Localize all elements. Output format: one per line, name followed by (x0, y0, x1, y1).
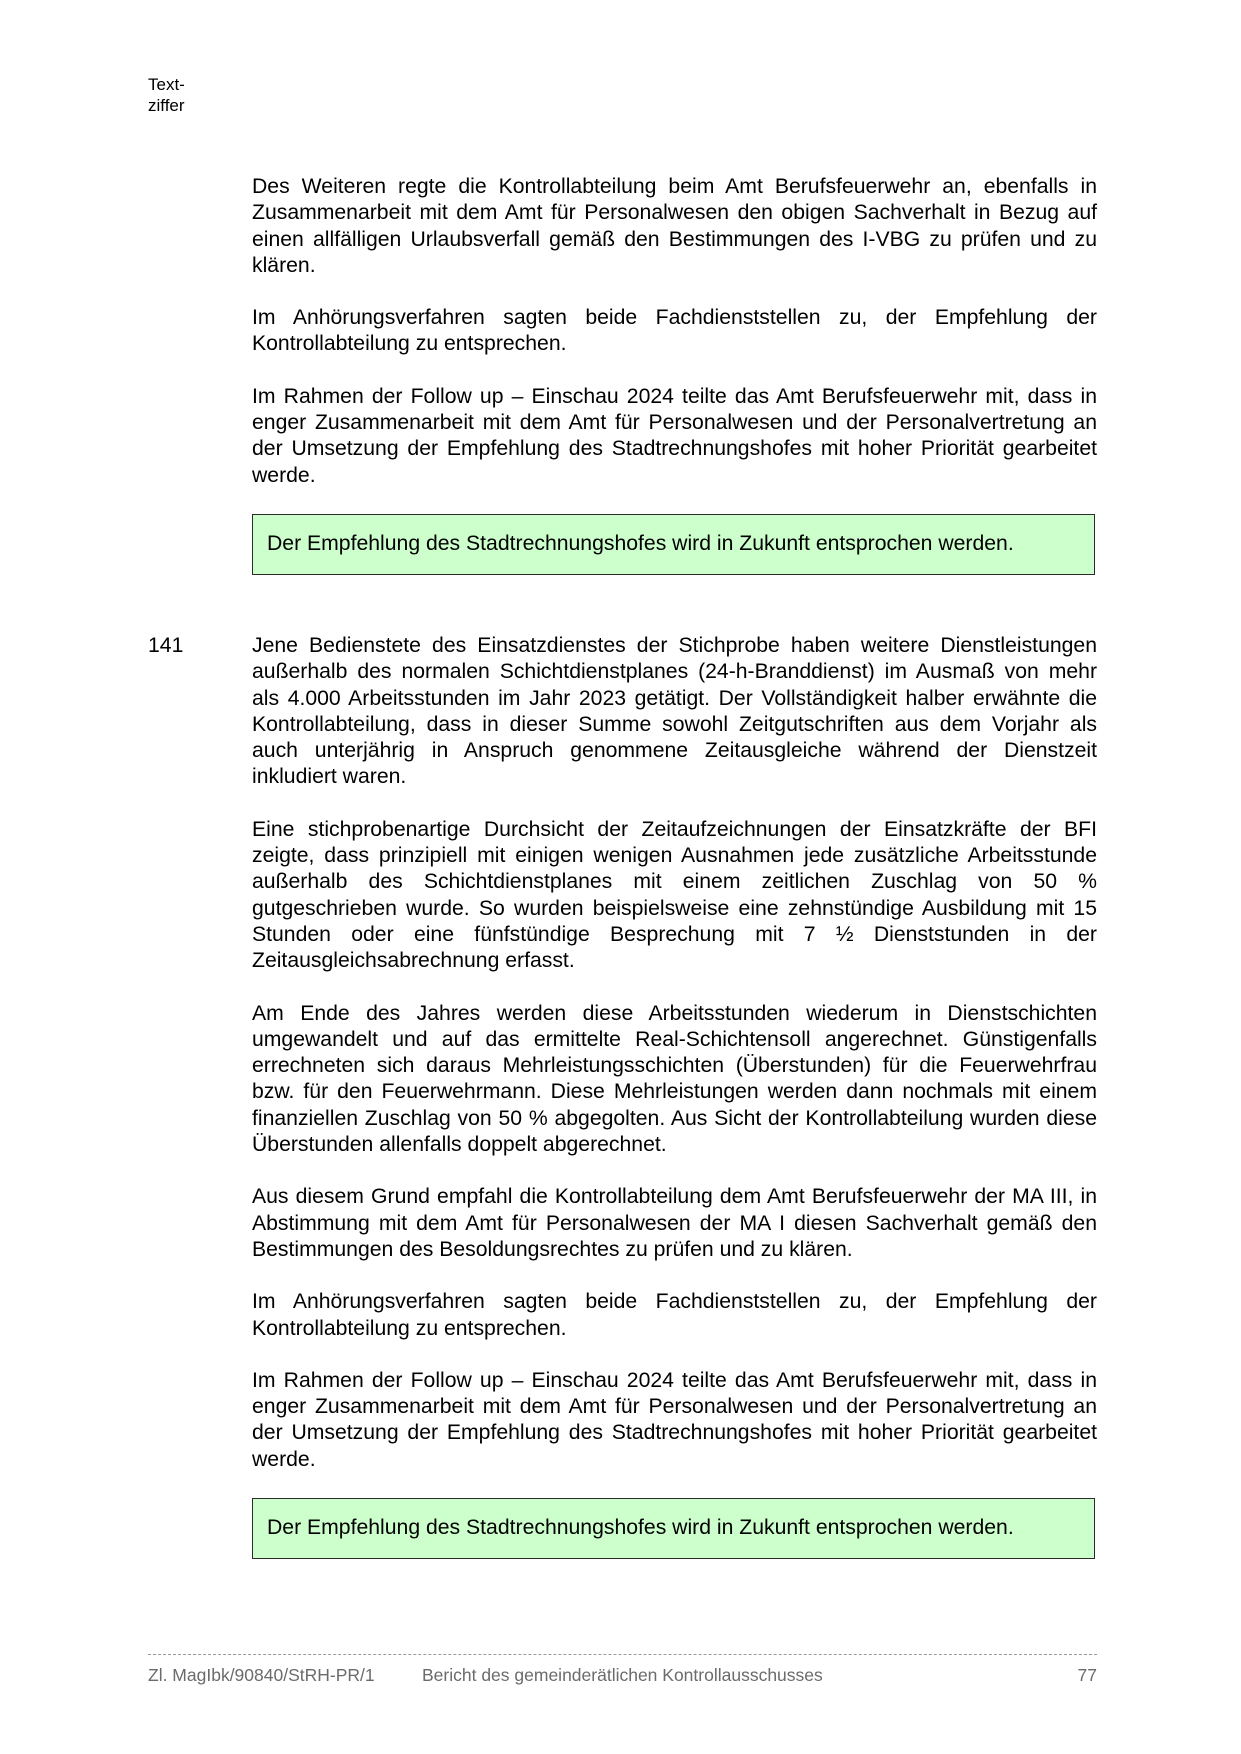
textziffer-number: 141 (148, 633, 184, 657)
paragraph: Des Weiteren regte die Kontrollabteilung beim Amt Berufsfeuerwehr an, ebenfalls in Zusammenarbeit mit dem Amt für Personalwesen den obigen Sachverhalt in Bezug auf einen allfälligen Urlaubsverfall gemäß den Bestimmungen des I-VBG zu prüfen und zu klären. (252, 175, 1097, 277)
paragraph: Im Anhörungsverfahren sagten beide Fachdienststellen zu, der Empfehlung der Kontrollabteilung zu entsprechen. (252, 1290, 1097, 1340)
page-number: 77 (1077, 1665, 1097, 1685)
report-body (148, 174, 1097, 1559)
textziffer-margin-label: Text- ziffer (148, 75, 185, 115)
footer-divider (148, 1654, 1097, 1655)
paragraph: Am Ende des Jahres werden diese Arbeitsstunden wiederum in Dienstschichten umgewandelt und auf das ermittelte Real-Schichtensoll angerechnet. Günstigenfalls errechneten sich daraus Mehrleistungsschichten (Überstunden) für die Feuerwehrfrau bzw. für den Feuerwehrmann. Diese Mehrleistungen werden dann nochmals mit einem finanziellen Zuschlag von 50 % abgegolten. Aus Sicht der Kontrollabteilung wurden diese Überstunden allenfalls doppelt abgerechnet. (252, 1001, 1097, 1157)
paragraph: Im Anhörungsverfahren sagten beide Fachdienststellen zu, der Empfehlung der Kontrollabteilung zu entsprechen. (252, 306, 1097, 356)
section-continuation (252, 174, 1097, 575)
footer-reference: Zl. MagIbk/90840/StRH-PR/1 (148, 1665, 375, 1685)
paragraph: Eine stichprobenartige Durchsicht der Zeitaufzeichnungen der Einsatzkräfte der BFI zeigte, dass prinzipiell mit einigen wenigen Ausnahmen jede zusätzliche Arbeitsstunde außerhalb des Schichtdienstplanes mit einem zeitlichen Zuschlag von 50 % gutgeschrieben wurde. So wurden beispielsweise eine zehnstündige Ausbildung mit 15 Stunden oder eine fünfstündige Besprechung mit 7 ½ Dienststunden in der Zeitausgleichsabrechnung erfasst. (252, 817, 1097, 973)
section-141 (148, 633, 1097, 1559)
paragraph: Im Rahmen der Follow up – Einschau 2024 teilte das Amt Berufsfeuerwehr mit, dass in enger Zusammenarbeit mit dem Amt für Personalwesen und der Personalvertretung an der Umsetzung der Empfehlung des Stadtrechnungshofes mit hoher Priorität gearbeitet werde. (252, 1368, 1097, 1471)
recommendation-callout: Der Empfehlung des Stadtrechnungshofes wird in Zukunft entsprochen werden. (252, 1498, 1095, 1559)
footer-title: Bericht des gemeinderätlichen Kontrollausschusses (422, 1665, 823, 1685)
paragraph: Im Rahmen der Follow up – Einschau 2024 teilte das Amt Berufsfeuerwehr mit, dass in enger Zusammenarbeit mit dem Amt für Personalwesen und der Personalvertretung an der Umsetzung der Empfehlung des Stadtrechnungshofes mit hoher Priorität gearbeitet werde. (252, 384, 1097, 487)
paragraph: Aus diesem Grund empfahl die Kontrollabteilung dem Amt Berufsfeuerwehr der MA III, in Abstimmung mit dem Amt für Personalwesen der MA I diesen Sachverhalt gemäß den Bestimmungen des Besoldungsrechtes zu prüfen und zu klären. (252, 1185, 1097, 1261)
paragraph: Jene Bedienstete des Einsatzdienstes der Stichprobe haben weitere Dienstleistungen außerhalb des normalen Schichtdienstplanes (24-h-Branddienst) im Ausmaß von mehr als 4.000 Arbeitsstunden im Jahr 2023 getätigt. Der Vollständigkeit halber erwähnte die Kontrollabteilung, dass in dieser Summe sowohl Zeitgutschriften aus dem Vorjahr als auch unterjährig in Anspruch genommene Zeitausgleiche während der Dienstzeit inkludiert waren. (252, 633, 1097, 789)
recommendation-callout: Der Empfehlung des Stadtrechnungshofes wird in Zukunft entsprochen werden. (252, 514, 1095, 575)
